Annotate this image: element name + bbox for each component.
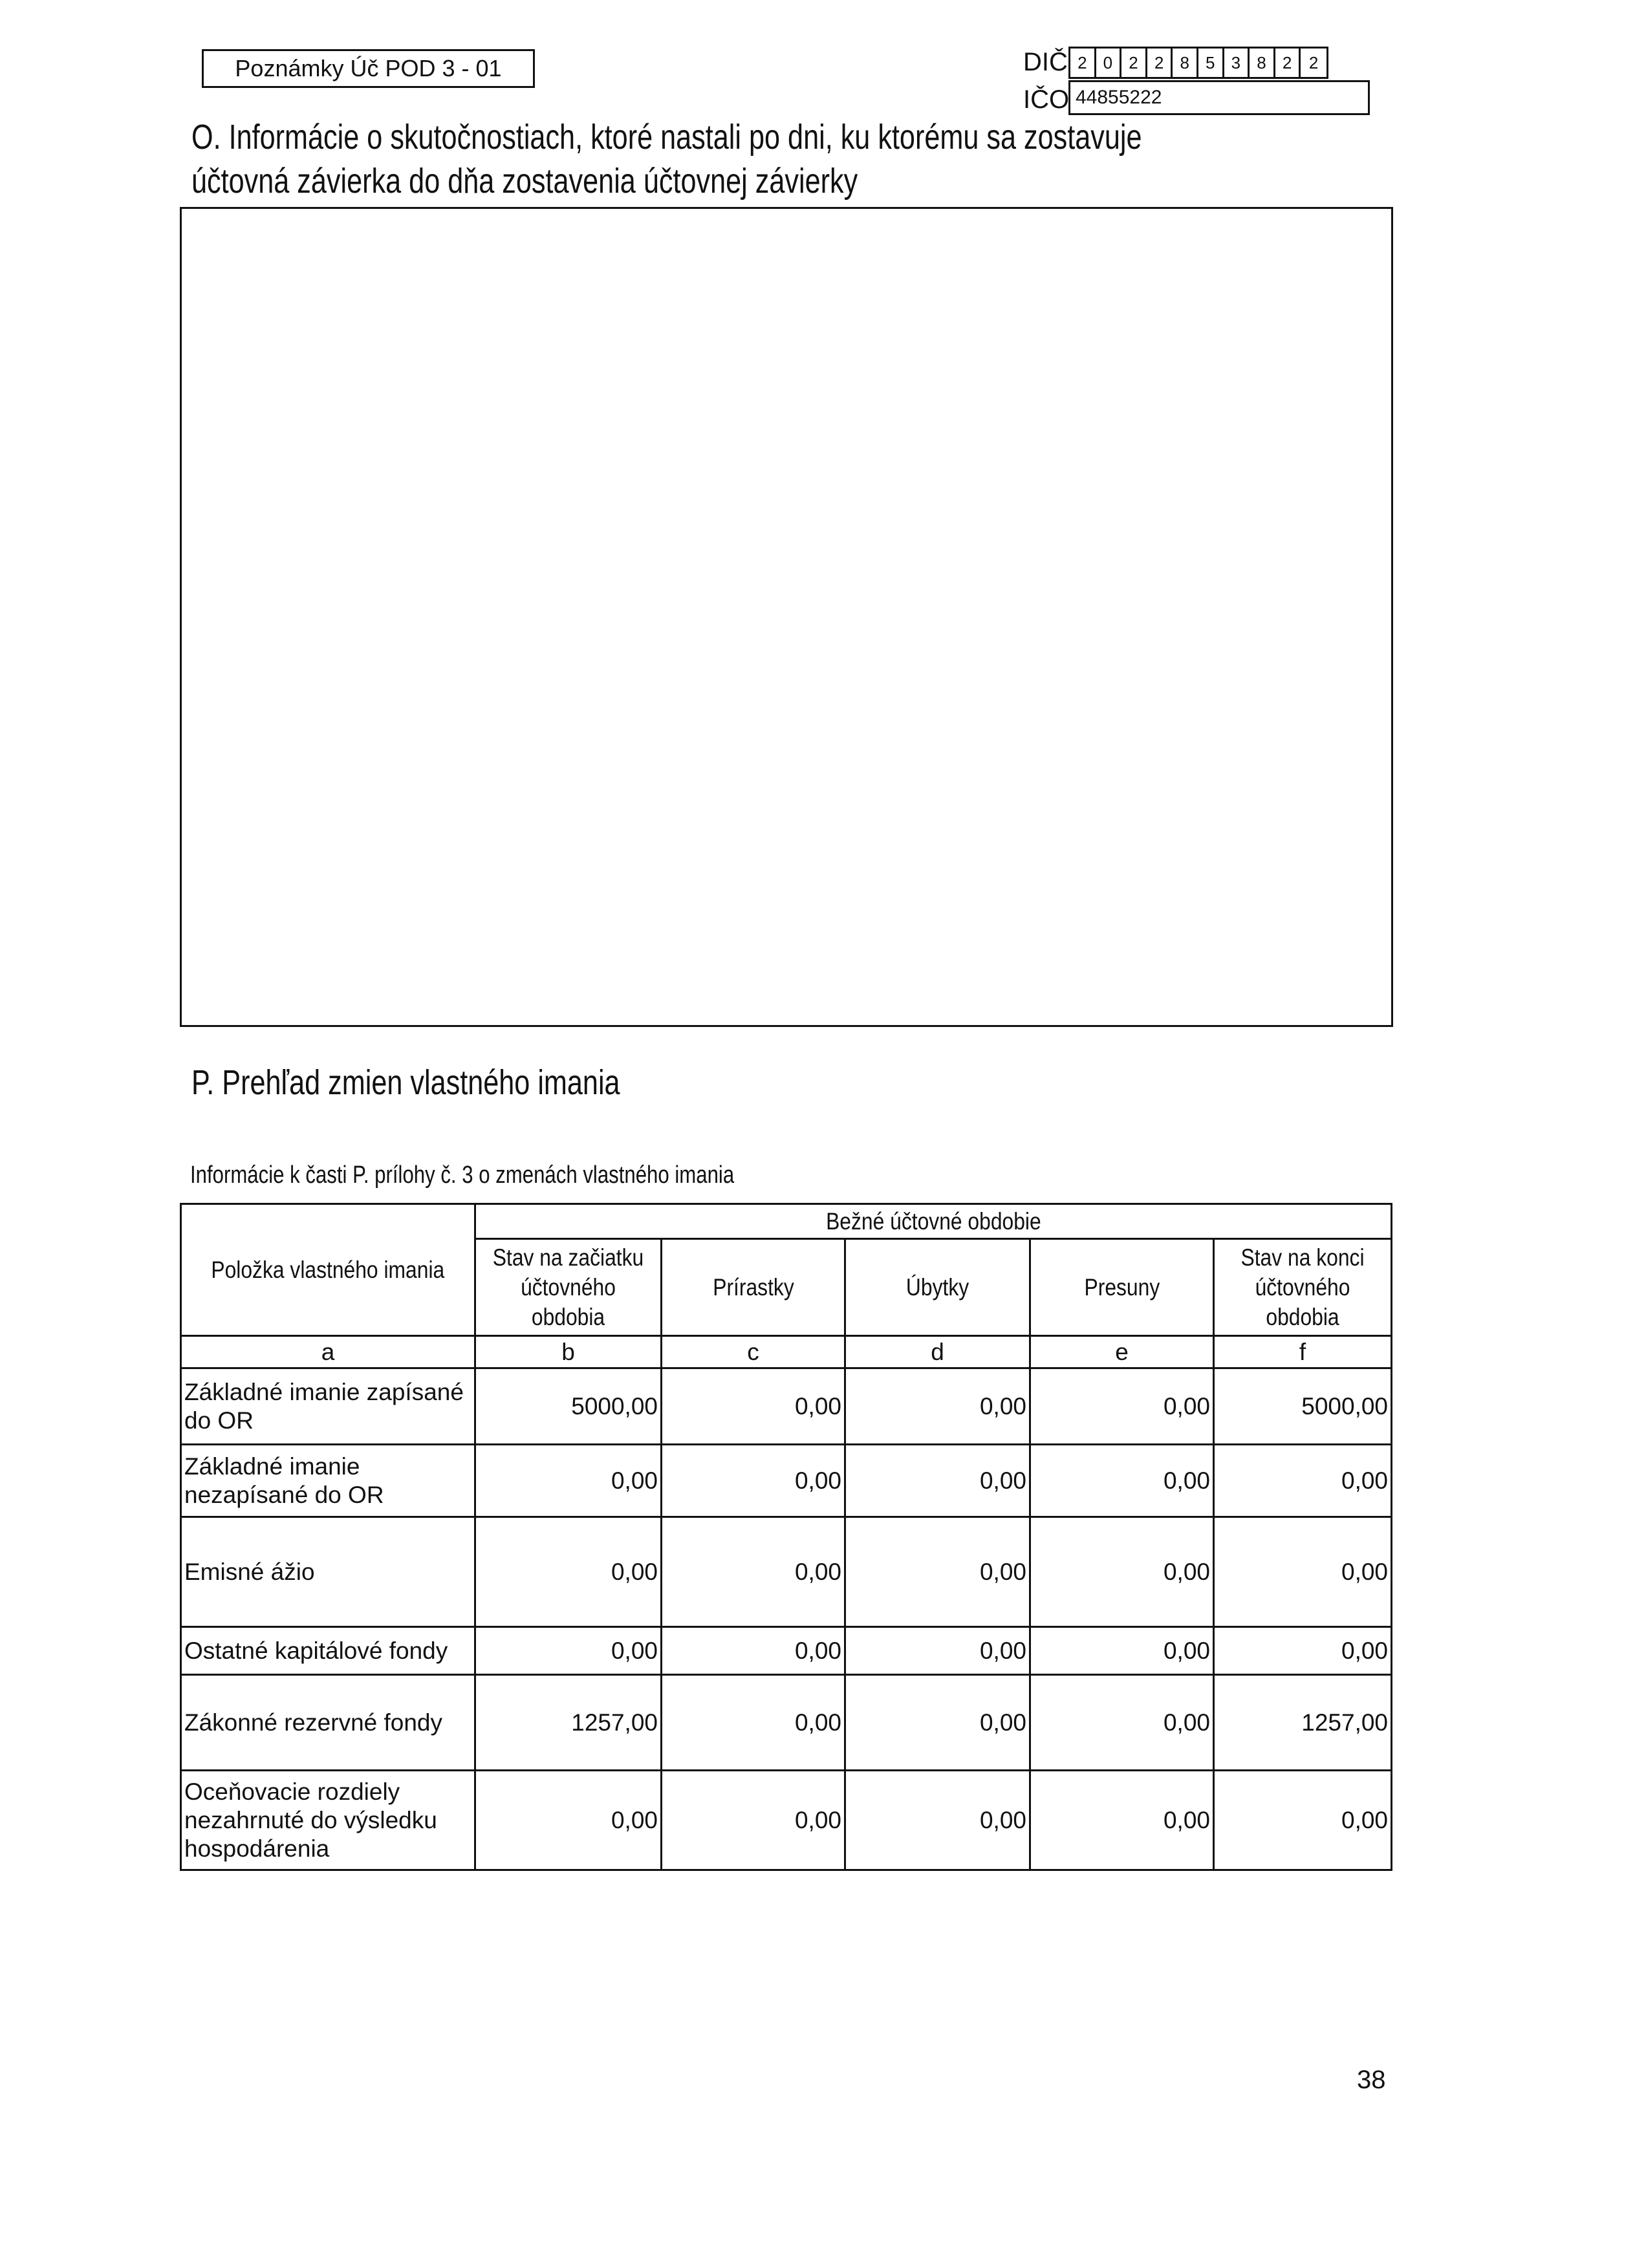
column-letter: f [1214, 1336, 1392, 1368]
value-cell: 0,00 [845, 1517, 1030, 1627]
section-o-title-line1: O. Informácie o skutočnostiach, ktoré nastali po dni, ku ktorému sa zostavuje [191, 118, 1142, 157]
table-row [181, 1771, 1392, 1870]
table-header-row [181, 1204, 1392, 1239]
row-label: Ostatné kapitálové fondy [181, 1627, 475, 1675]
ico-label: IČO [1023, 85, 1070, 114]
period-header: Bežné účtovné obdobie [475, 1204, 1392, 1239]
value-cell: 0,00 [845, 1368, 1030, 1445]
section-p-title: P. Prehľad zmien vlastného imania [191, 1063, 620, 1102]
value-cell: 0,00 [1214, 1517, 1392, 1627]
table-row [181, 1675, 1392, 1771]
col-header-start: Stav na začiatku účtovného obdobia [475, 1239, 662, 1336]
value-cell: 5000,00 [475, 1368, 662, 1445]
table-row [181, 1627, 1392, 1675]
value-cell: 0,00 [1030, 1675, 1214, 1771]
value-cell: 0,00 [662, 1517, 845, 1627]
dic-label: DIČ [1023, 48, 1068, 76]
col-header-transfers: Presuny [1030, 1239, 1214, 1336]
value-cell: 0,00 [845, 1675, 1030, 1771]
value-cell: 0,00 [1214, 1771, 1392, 1870]
column-letter: b [475, 1336, 662, 1368]
value-cell: 0,00 [475, 1517, 662, 1627]
value-cell: 0,00 [662, 1627, 845, 1675]
value-cell: 1257,00 [1214, 1675, 1392, 1771]
dic-digit: 3 [1224, 49, 1250, 77]
value-cell: 0,00 [662, 1771, 845, 1870]
value-cell: 0,00 [1030, 1517, 1214, 1627]
column-letter: d [845, 1336, 1030, 1368]
value-cell: 0,00 [662, 1445, 845, 1517]
value-cell: 0,00 [662, 1675, 845, 1771]
dic-digit-boxes [1068, 47, 1328, 79]
value-cell: 0,00 [1214, 1445, 1392, 1517]
page-number: 38 [1357, 2066, 1386, 2094]
dic-digit: 2 [1070, 49, 1096, 77]
value-cell: 0,00 [475, 1445, 662, 1517]
value-cell: 0,00 [1214, 1627, 1392, 1675]
column-letter: a [181, 1336, 475, 1368]
row-label: Emisné ážio [181, 1517, 475, 1627]
section-o-content-box [180, 207, 1393, 1027]
value-cell: 0,00 [845, 1771, 1030, 1870]
dic-digit: 8 [1173, 49, 1198, 77]
value-cell: 0,00 [1030, 1368, 1214, 1445]
form-code: Poznámky Úč POD 3 - 01 [235, 55, 502, 81]
col-header-additions: Prírastky [662, 1239, 845, 1336]
row-label: Základné imanie nezapísané do OR [181, 1445, 475, 1517]
value-cell: 0,00 [662, 1368, 845, 1445]
dic-digit: 2 [1308, 53, 1319, 72]
col-header-item: Položka vlastného imania [181, 1204, 475, 1336]
column-letter: c [662, 1336, 845, 1368]
section-p-info: Informácie k časti P. prílohy č. 3 o zmenách vlastného imania [190, 1161, 735, 1189]
row-label: Základné imanie zapísané do OR [181, 1368, 475, 1445]
dic-digit: 5 [1198, 49, 1224, 77]
ico-value: 44855222 [1068, 80, 1370, 115]
table-row [181, 1517, 1392, 1627]
value-cell: 0,00 [1030, 1771, 1214, 1870]
value-cell: 0,00 [475, 1771, 662, 1870]
column-letter: e [1030, 1336, 1214, 1368]
col-header-decreases: Úbytky [845, 1239, 1030, 1336]
value-cell: 0,00 [1030, 1445, 1214, 1517]
dic-digit: 0 [1096, 49, 1122, 77]
form-code-box [202, 49, 535, 88]
row-label: Zákonné rezervné fondy [181, 1675, 475, 1771]
value-cell: 0,00 [475, 1627, 662, 1675]
dic-digit: 2 [1147, 49, 1173, 77]
dic-digit: 2 [1121, 49, 1147, 77]
value-cell: 5000,00 [1214, 1368, 1392, 1445]
table-row [181, 1445, 1392, 1517]
row-label: Oceňovacie rozdiely nezahrnuté do výsledku hospodárenia [181, 1771, 475, 1870]
equity-changes-table [180, 1203, 1392, 1871]
table-row [181, 1368, 1392, 1445]
value-cell: 0,00 [845, 1445, 1030, 1517]
value-cell: 0,00 [845, 1627, 1030, 1675]
section-o-title-line2: účtovná závierka do dňa zostavenia účtovnej závierky [191, 162, 858, 200]
letters-row [181, 1336, 1392, 1368]
dic-digit: 8 [1250, 49, 1275, 77]
value-cell: 1257,00 [475, 1675, 662, 1771]
value-cell: 0,00 [1030, 1627, 1214, 1675]
dic-digit: 2 [1275, 49, 1301, 77]
col-header-end: Stav na konci účtovného obdobia [1214, 1239, 1392, 1336]
section-o-title [191, 115, 1142, 203]
